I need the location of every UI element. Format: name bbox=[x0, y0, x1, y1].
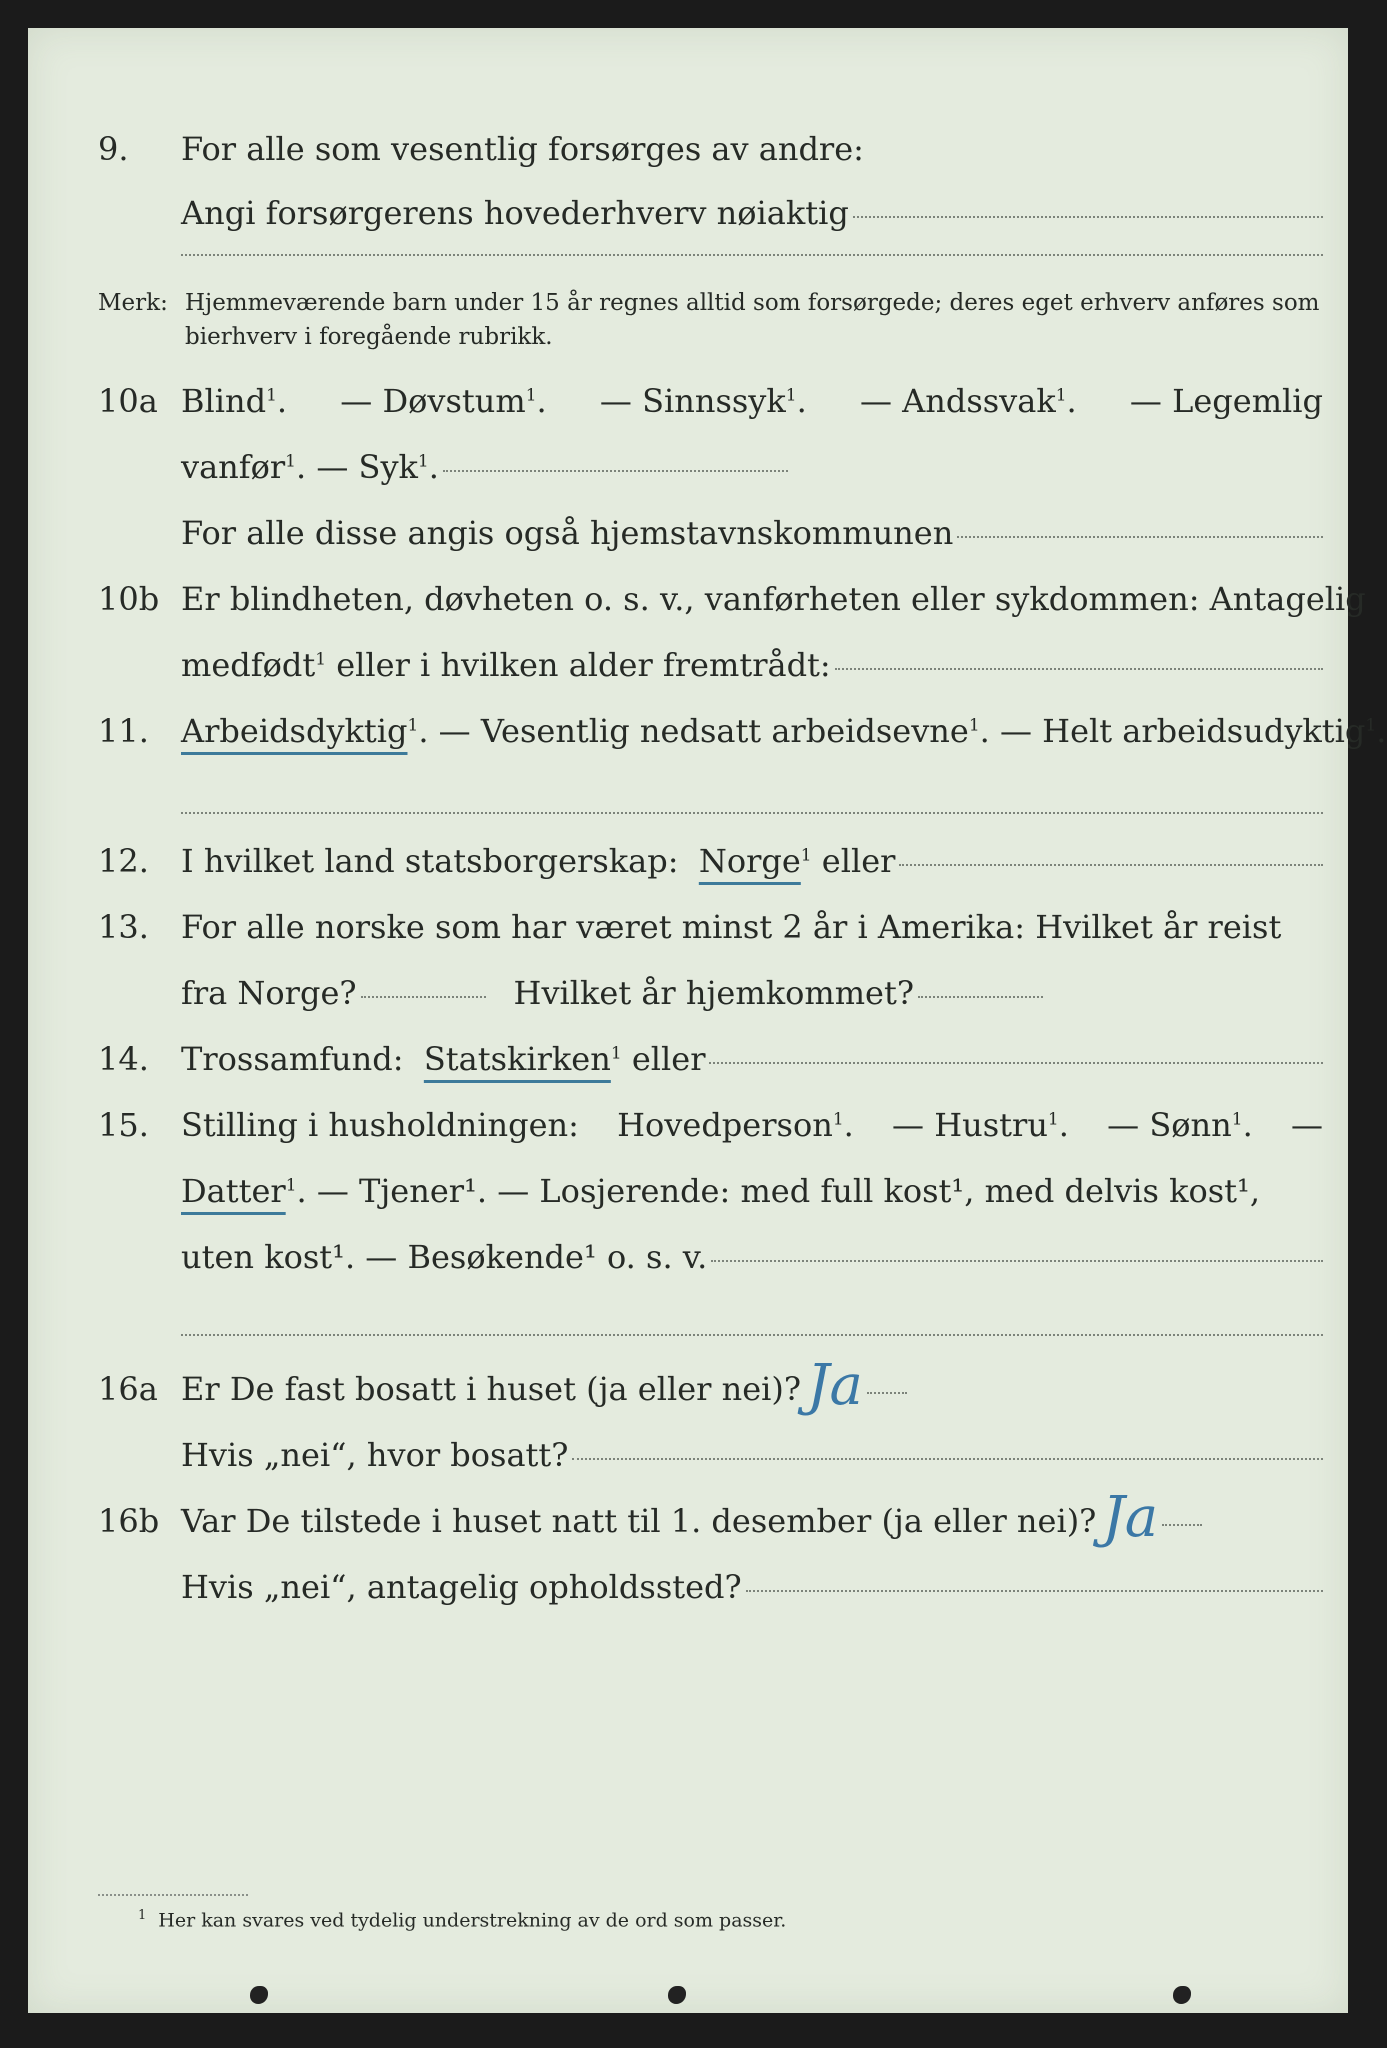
note-text: Hjemmeværende barn under 15 år regnes alltid som forsørgede; deres eget erhverv anføres som bierhverv i foregående rubrikk. bbox=[185, 290, 1320, 350]
option-andssvak[interactable]: — Andssvak$^1$. bbox=[859, 382, 1077, 420]
question-number: 15. bbox=[98, 1106, 149, 1144]
question-16a: 16a Er De fast bosatt i huset (ja eller nei)? Ja bbox=[28, 1356, 1348, 1414]
option-udyktig[interactable]: . — Helt arbeidsudyktig$^1$. bbox=[979, 712, 1387, 750]
question-text: Trossamfund: bbox=[181, 1040, 404, 1078]
option-hovedperson[interactable]: Hovedperson$^1$. bbox=[617, 1106, 854, 1144]
question-10b bbox=[28, 566, 1366, 624]
question-10b-line-2 bbox=[28, 632, 1348, 690]
option-syk[interactable]: — Syk$^1$. bbox=[316, 448, 439, 486]
question-text: For alle norske som har været minst 2 år i Amerika: Hvilket år reist bbox=[181, 908, 1282, 946]
footnote-text: Her kan svares ved tydelig understrekning av de ord som passer. bbox=[158, 1909, 787, 1932]
binding-hole-mark bbox=[668, 1986, 686, 2004]
question-15 bbox=[28, 1092, 1348, 1150]
question-text: eller bbox=[821, 842, 896, 880]
footnote bbox=[138, 1908, 786, 1931]
question-text: For alle disse angis også hjemstavnskommunen bbox=[181, 514, 954, 552]
answer-line-blank[interactable] bbox=[181, 812, 1323, 814]
question-9-line-2 bbox=[28, 180, 1348, 238]
question-number: 13. bbox=[98, 908, 149, 946]
question-13-line-2 bbox=[28, 960, 1348, 1018]
question-text: eller i hvilken alder fremtrådt: bbox=[336, 646, 831, 684]
footnote-rule bbox=[98, 1894, 248, 1896]
question-14 bbox=[28, 1026, 1348, 1084]
note-label: Merk: bbox=[98, 290, 168, 316]
answer-field-household-position[interactable] bbox=[711, 1260, 1323, 1262]
question-9 bbox=[28, 116, 1348, 174]
question-number: 10a bbox=[98, 382, 158, 420]
question-text: eller bbox=[631, 1040, 706, 1078]
note-block bbox=[98, 286, 1328, 354]
question-10a-line-3 bbox=[28, 500, 1348, 558]
answer-field-year-left[interactable] bbox=[361, 996, 486, 998]
question-13 bbox=[28, 894, 1348, 952]
question-text: Var De tilstede i huset natt til 1. desember (ja eller nei)? bbox=[181, 1502, 1097, 1540]
question-number: 12. bbox=[98, 842, 149, 880]
option-vanfor[interactable]: vanfør$^1$. bbox=[181, 448, 307, 486]
question-text: For alle som vesentlig forsørges av andre: bbox=[181, 130, 864, 168]
option-nedsatt[interactable]: . — Vesentlig nedsatt arbeidsevne$^1$ bbox=[418, 712, 980, 750]
question-11 bbox=[28, 698, 1387, 756]
question-text: Er blindheten, døvheten o. s. v., vanførheten eller sykdommen: Antagelig bbox=[181, 580, 1366, 618]
census-form-page bbox=[28, 28, 1387, 2013]
option-statskirken[interactable]: Statskirken$^1$ bbox=[423, 1040, 622, 1078]
question-10a bbox=[28, 368, 1348, 426]
question-15-line-3 bbox=[28, 1224, 1348, 1282]
question-text: Angi forsørgerens hovederhverv nøiaktig bbox=[181, 194, 849, 232]
question-number: 14. bbox=[98, 1040, 149, 1078]
answer-field-occupation[interactable] bbox=[853, 216, 1323, 218]
answer-field-age[interactable] bbox=[835, 668, 1323, 670]
option-datter[interactable]: Datter$^1$ bbox=[181, 1172, 297, 1210]
option-blind[interactable]: Blind$^1$. bbox=[181, 382, 288, 420]
option-hustru[interactable]: — Hustru$^1$. bbox=[892, 1106, 1069, 1144]
question-number: 16b bbox=[98, 1502, 160, 1540]
footnote-mark: 1 bbox=[138, 1908, 147, 1923]
binding-hole-mark bbox=[1173, 1986, 1191, 2004]
binding-hole-mark bbox=[250, 1986, 268, 2004]
answer-field-illness[interactable] bbox=[443, 470, 788, 472]
option-dovstum[interactable]: — Døvstum$^1$. bbox=[340, 382, 547, 420]
question-number: 16a bbox=[98, 1370, 158, 1408]
question-text: fra Norge? bbox=[181, 974, 357, 1012]
option-medfodt[interactable]: medfødt$^1$ bbox=[181, 646, 327, 684]
answer-field-present[interactable] bbox=[1162, 1524, 1202, 1526]
question-15-line-2 bbox=[28, 1158, 1348, 1216]
question-text: I hvilket land statsborgerskap: bbox=[181, 842, 679, 880]
question-number: 9. bbox=[98, 130, 129, 168]
question-12 bbox=[28, 828, 1348, 886]
question-number: 11. bbox=[98, 712, 149, 750]
answer-field-year-returned[interactable] bbox=[918, 996, 1043, 998]
question-text: Er De fast bosatt i huset (ja eller nei)? bbox=[181, 1370, 802, 1408]
answer-line-blank[interactable] bbox=[181, 1334, 1323, 1336]
question-text: Hvis „nei“, antagelig opholdssted? bbox=[181, 1568, 742, 1606]
question-16b: 16b Var De tilstede i huset natt til 1. desember (ja eller nei)? Ja bbox=[28, 1488, 1348, 1546]
question-16b-line-2 bbox=[28, 1554, 1348, 1612]
answer-field-citizenship[interactable] bbox=[899, 864, 1323, 866]
question-10a-line-2 bbox=[28, 434, 1348, 492]
question-text: . — Tjener¹. — Losjerende: med full kost¹, med delvis kost¹, bbox=[296, 1172, 1261, 1210]
answer-field-residence[interactable] bbox=[572, 1458, 1323, 1460]
question-number: 10b bbox=[98, 580, 160, 618]
question-text: Stilling i husholdningen: bbox=[181, 1106, 579, 1144]
option-norge[interactable]: Norge$^1$ bbox=[698, 842, 812, 880]
answer-field-home-municipality[interactable] bbox=[957, 536, 1323, 538]
option-arbeidsdyktig[interactable]: Arbeidsdyktig$^1$ bbox=[181, 712, 419, 750]
dash: — bbox=[1290, 1106, 1323, 1144]
question-text: Hvis „nei“, hvor bosatt? bbox=[181, 1436, 569, 1474]
option-sinnssyk[interactable]: — Sinnssyk$^1$. bbox=[599, 382, 807, 420]
option-legemlig[interactable]: — Legemlig bbox=[1129, 382, 1323, 420]
question-16a-line-2 bbox=[28, 1422, 1348, 1480]
question-text: uten kost¹. — Besøkende¹ o. s. v. bbox=[181, 1238, 708, 1276]
question-text: Hvilket år hjemkommet? bbox=[513, 974, 914, 1012]
option-sonn[interactable]: — Sønn$^1$. bbox=[1107, 1106, 1253, 1144]
answer-field-religion[interactable] bbox=[709, 1062, 1323, 1064]
answer-field-resident[interactable] bbox=[867, 1392, 907, 1394]
answer-field-whereabouts[interactable] bbox=[746, 1590, 1323, 1592]
answer-line-blank[interactable] bbox=[181, 254, 1323, 256]
